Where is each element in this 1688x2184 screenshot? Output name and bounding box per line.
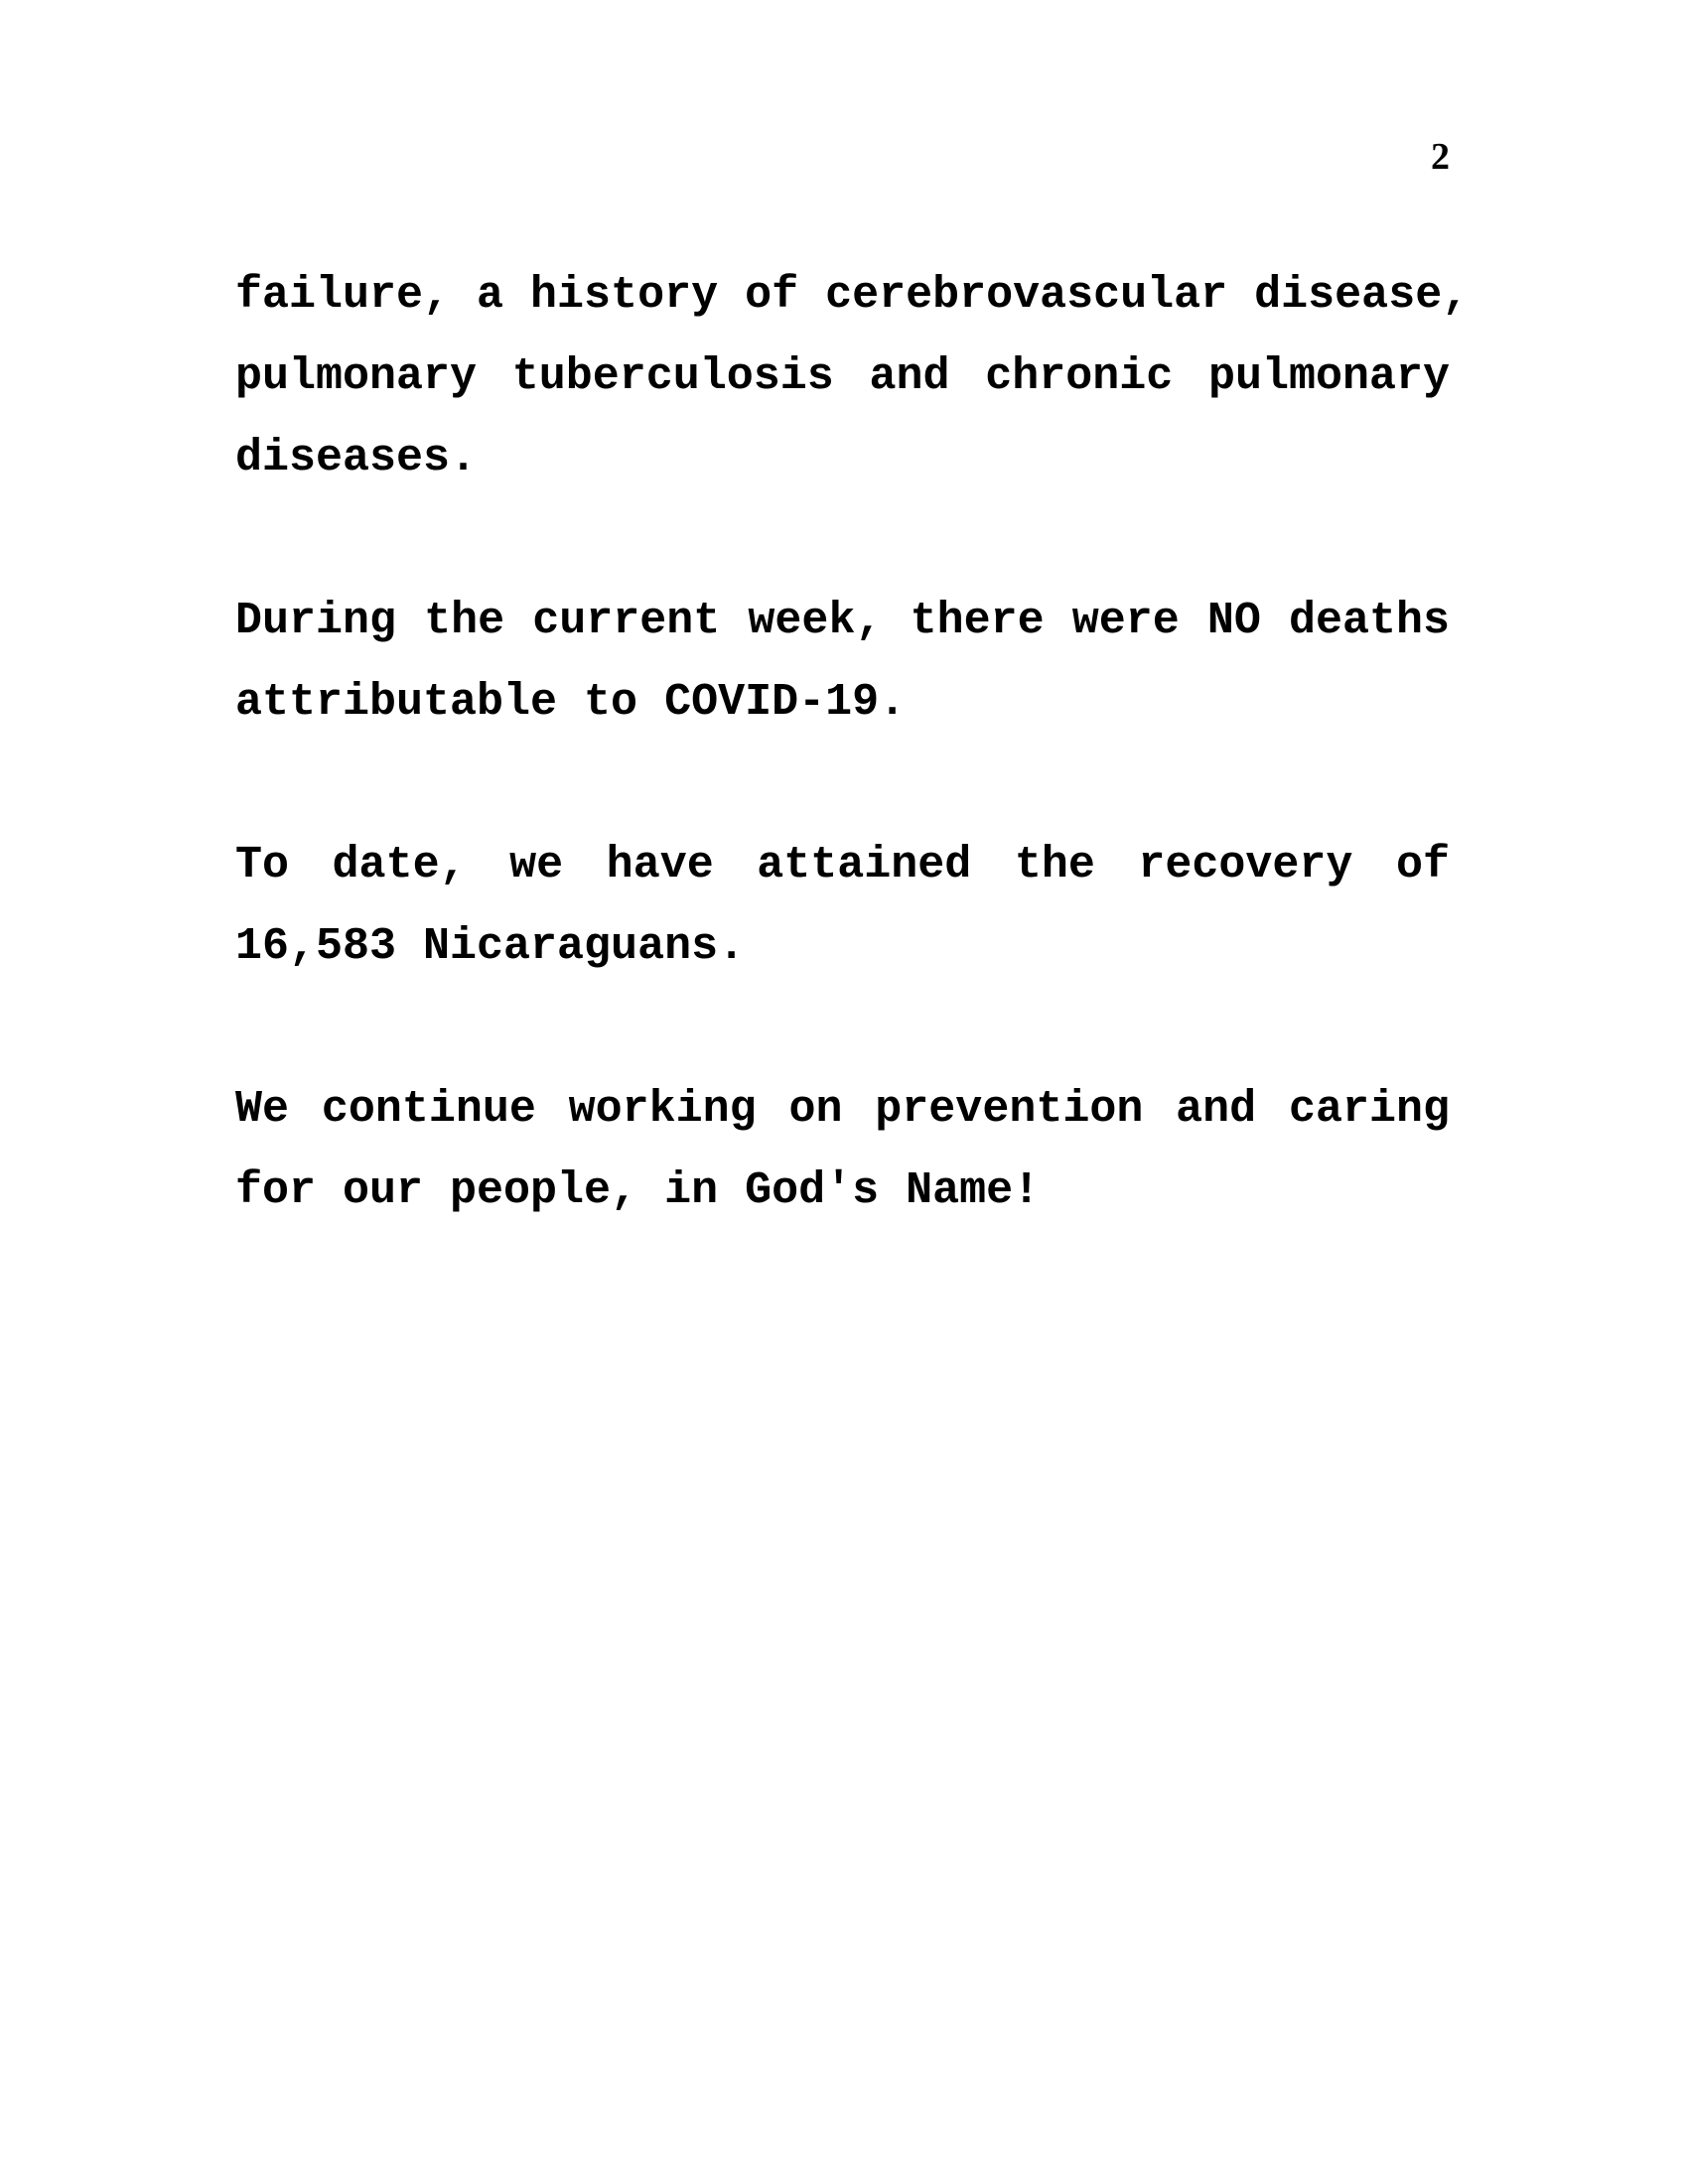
paragraph-line: During the current week, there were NO deaths bbox=[235, 596, 1450, 646]
paragraph-line: 16,583 Nicaraguans. bbox=[235, 921, 746, 972]
paragraph-line: pulmonary tuberculosis and chronic pulmonary bbox=[235, 351, 1450, 402]
paragraph-line: attributable to COVID-19. bbox=[235, 677, 907, 728]
paragraph-deaths bbox=[235, 581, 1450, 744]
body-text bbox=[235, 255, 1470, 1313]
paragraph-line: for our people, in God's Name! bbox=[235, 1165, 1041, 1216]
page-number: 2 bbox=[1431, 136, 1450, 178]
paragraph-closing bbox=[235, 1069, 1450, 1232]
paragraph-comorbidities bbox=[235, 255, 1470, 499]
paragraph-line: We continue working on prevention and caring bbox=[235, 1084, 1450, 1135]
paragraph-line: diseases. bbox=[235, 433, 478, 483]
paragraph-line: failure, a history of cerebrovascular disease, bbox=[235, 270, 1470, 321]
paragraph-recoveries bbox=[235, 825, 1450, 988]
paragraph-line: To date, we have attained the recovery of bbox=[235, 840, 1450, 890]
